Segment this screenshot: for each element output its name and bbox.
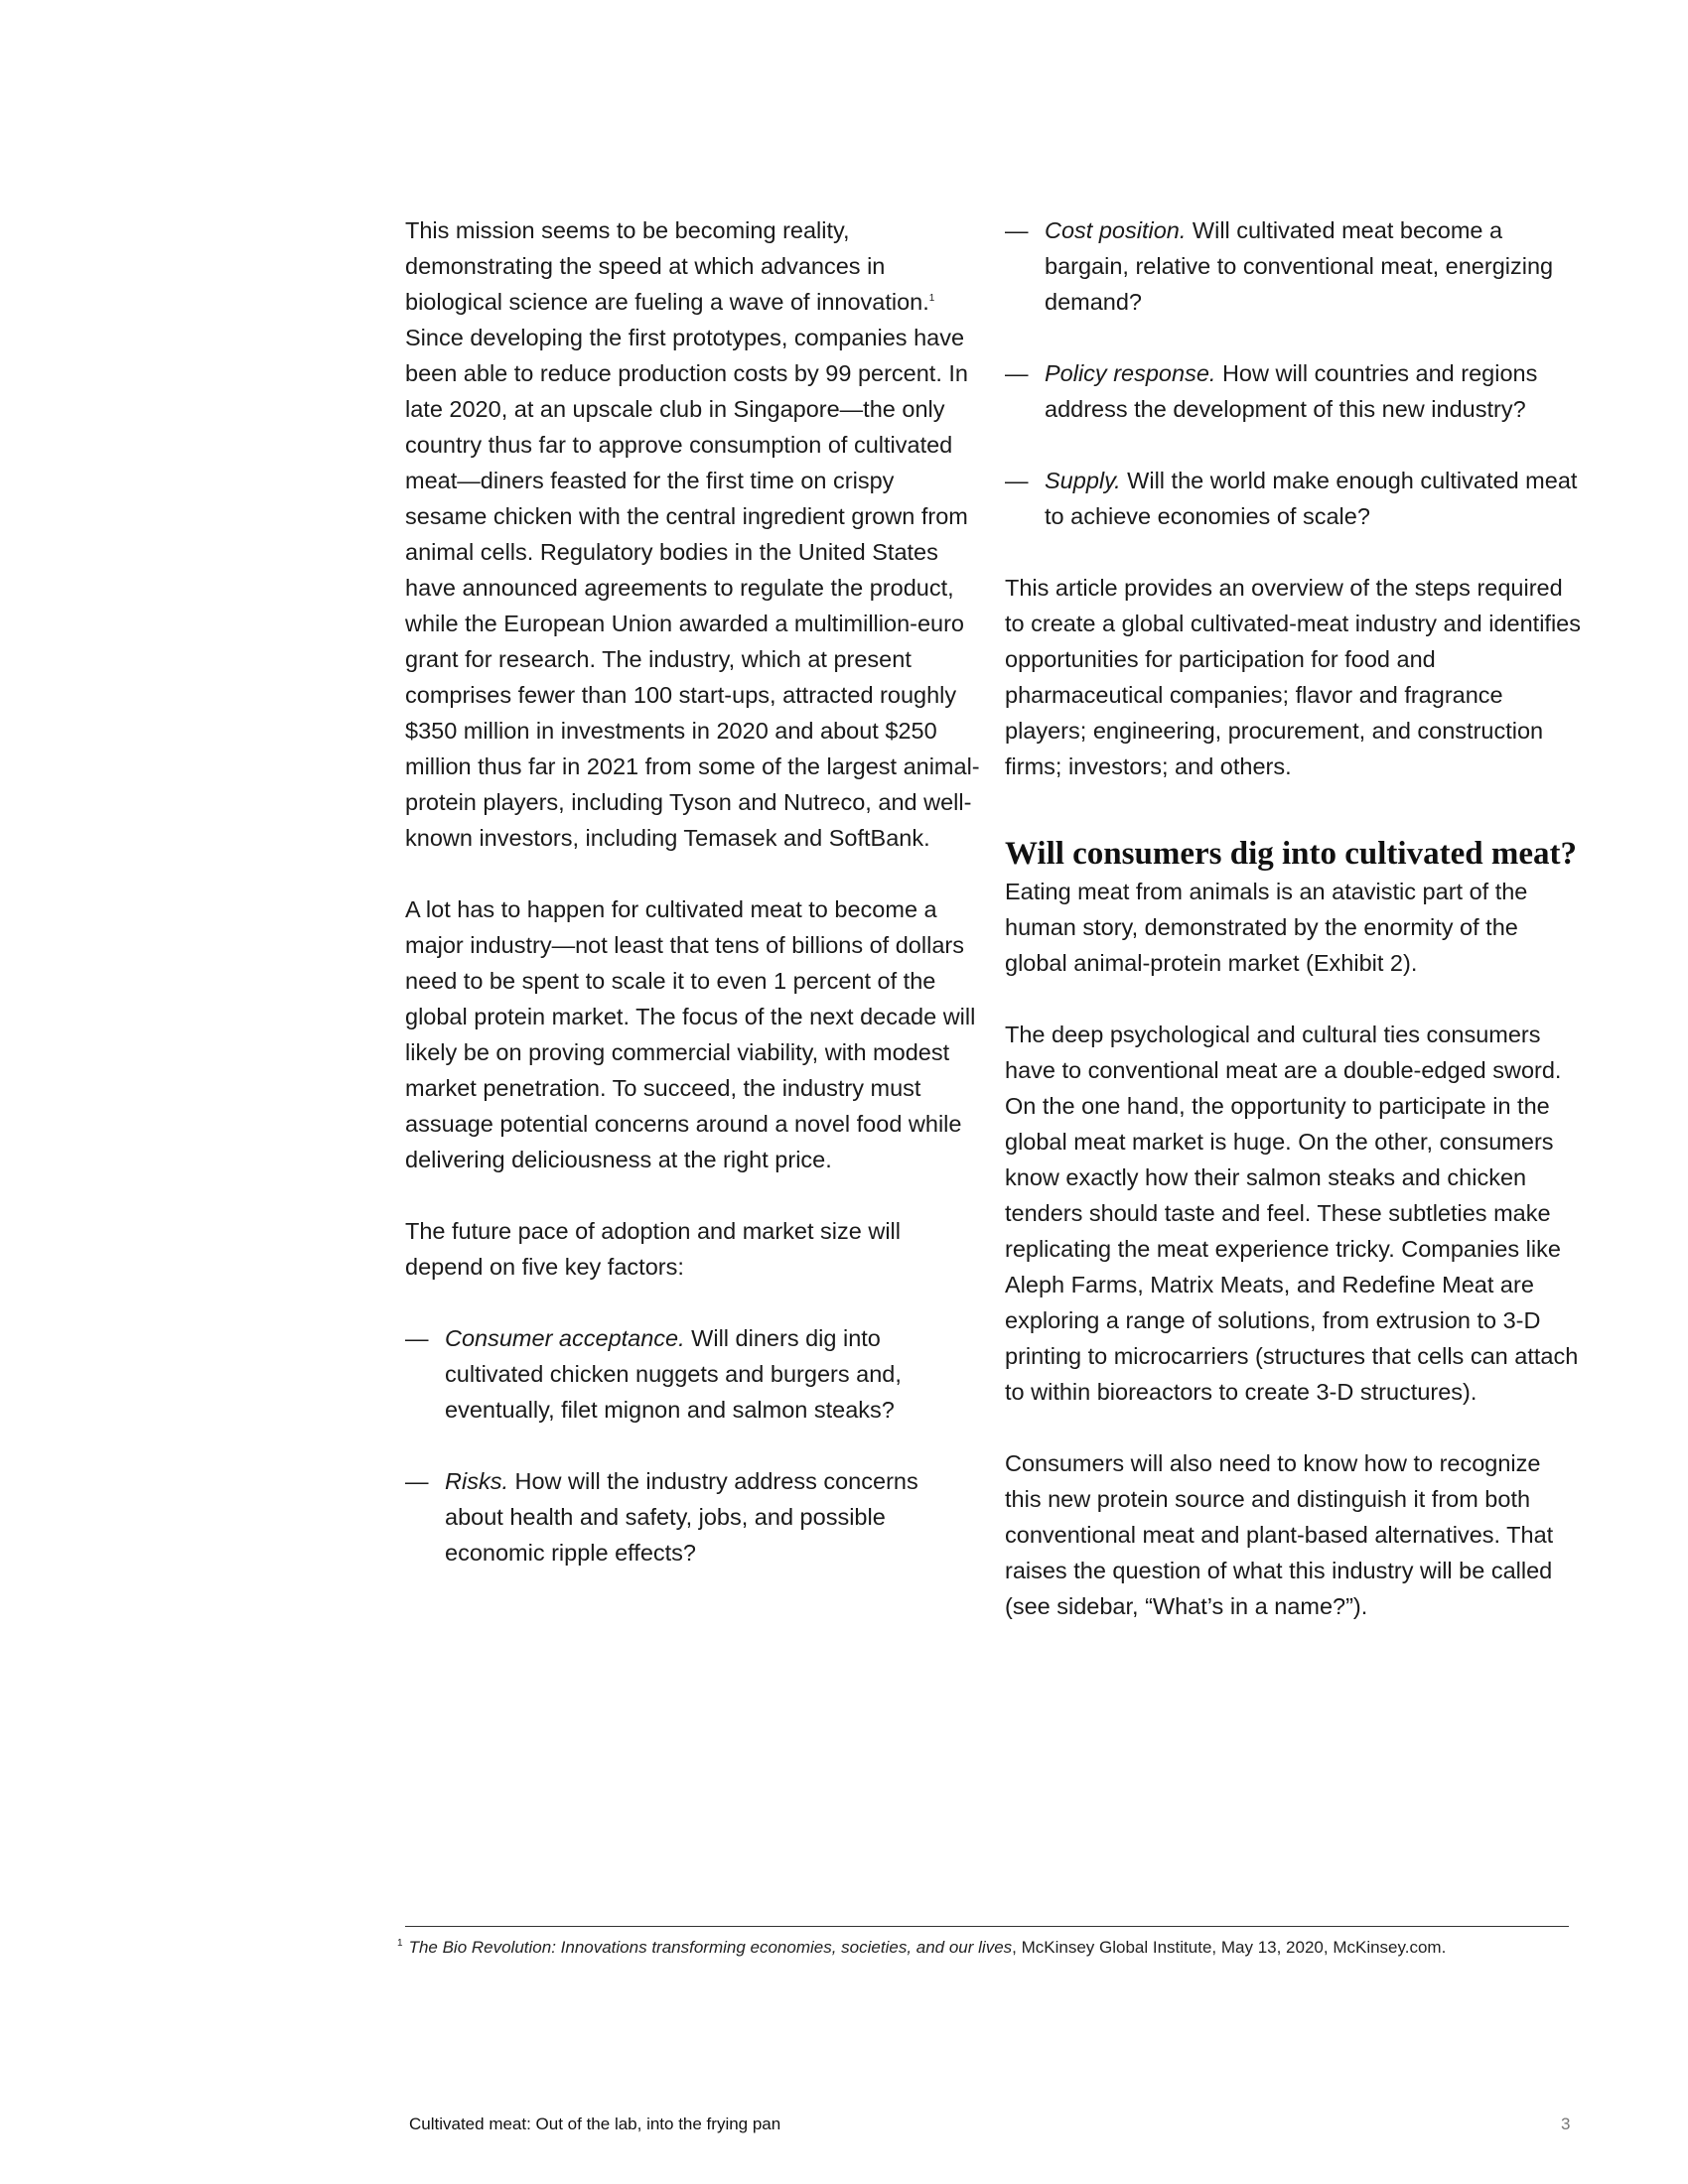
bullet-title: Policy response. bbox=[1045, 360, 1216, 386]
body-paragraph: The future pace of adoption and market size will depend on five key factors: bbox=[405, 1218, 901, 1280]
footnote-reference[interactable]: 1 bbox=[928, 293, 935, 305]
bullet-title: Consumer acceptance. bbox=[445, 1325, 685, 1351]
page-number: 3 bbox=[1561, 2115, 1571, 2133]
dash-marker: — bbox=[1005, 217, 1029, 243]
dash-marker: — bbox=[1005, 468, 1029, 493]
footnote-title: The Bio Revolution: Innovations transforming economies, societies, and our lives bbox=[408, 1938, 1013, 1957]
body-paragraph: Consumers will also need to know how to recognize this new protein source and distinguish it from both conventional meat and plant-based alternatives. That raises the question of what this industry will be called (see sidebar, “What’s in a name?”). bbox=[1005, 1450, 1554, 1619]
dash-marker: — bbox=[1005, 360, 1029, 386]
bullet-text: Will the world make enough cultivated meat to achieve economies of scale? bbox=[1045, 468, 1578, 529]
bullet-text: How will the industry address concerns about health and safety, jobs, and possible economic ripple effects? bbox=[445, 1468, 918, 1566]
body-paragraph: Eating meat from animals is an atavistic part of the human story, demonstrated by the enormity of the global animal-protein market (Exhibit 2). bbox=[1005, 879, 1528, 976]
bullet-title: Risks. bbox=[445, 1468, 508, 1494]
factor-bullet bbox=[405, 1463, 981, 1570]
dash-marker: — bbox=[405, 1468, 429, 1494]
footnote-number: 1 bbox=[397, 1938, 403, 1950]
bullet-text: How will countries and regions address the development of this new industry? bbox=[1045, 360, 1538, 422]
right-column bbox=[1005, 212, 1581, 1660]
left-column bbox=[405, 212, 981, 1606]
factor-bullet bbox=[405, 1320, 981, 1428]
paragraph-text: Since developing the first prototypes, companies have been able to reduce production costs by 99 percent. In late 2020, at an upscale club in Singapore—the only country thus far to approve consumption of cultivated meat—diners feasted for the first time on crispy sesame chicken with the central ingredient grown from animal cells. Regulatory bodies in the United States have announced agreements to regulate the product, while the European Union awarded a multimillion-euro grant for research. The industry, which at present comprises fewer than 100 start-ups, attracted roughly $350 million in investments in 2020 and about $250 million thus far in 2021 from some of the largest animal-protein players, including Tyson and Nutreco, and well-known investors, including Temasek and SoftBank. bbox=[405, 325, 980, 851]
footnote bbox=[397, 1936, 1579, 1960]
bullet-text: Will cultivated meat become a bargain, relative to conventional meat, energizing demand? bbox=[1045, 217, 1554, 315]
factor-bullet bbox=[1005, 355, 1581, 427]
bullet-title: Supply. bbox=[1045, 468, 1121, 493]
body-paragraph: This article provides an overview of the steps required to create a global cultivated-meat industry and identifies opportunities for participation for food and pharmaceutical companies; flavor and fragrance players; engineering, procurement, and construction firms; investors; and others. bbox=[1005, 575, 1581, 779]
body-paragraph: A lot has to happen for cultivated meat to become a major industry—not least that tens of billions of dollars need to be spent to scale it to even 1 percent of the global protein market. The focus of the next decade will likely be on proving commercial viability, with modest market penetration. To succeed, the industry must assuage potential concerns around a novel food while delivering deliciousness at the right price. bbox=[405, 896, 976, 1172]
paragraph-text: This mission seems to be becoming reality, demonstrating the speed at which advances in biological science are fueling a wave of innovation. bbox=[405, 217, 929, 315]
bullet-title: Cost position. bbox=[1045, 217, 1187, 243]
factor-bullet bbox=[1005, 212, 1581, 320]
dash-marker: — bbox=[405, 1325, 429, 1351]
section-heading: Will consumers dig into cultivated meat? bbox=[1005, 836, 1577, 872]
body-paragraph bbox=[405, 212, 981, 856]
bullet-text: Will diners dig into cultivated chicken nuggets and burgers and, eventually, filet mignon and salmon steaks? bbox=[445, 1325, 902, 1423]
body-paragraph: The deep psychological and cultural ties consumers have to conventional meat are a double-edged sword. On the one hand, the opportunity to participate in the global meat market is huge. On the other, consumers know exactly how their salmon steaks and chicken tenders should taste and feel. These subtleties make replicating the meat experience tricky. Companies like Aleph Farms, Matrix Meats, and Redefine Meat are exploring a range of solutions, from extrusion to 3-D printing to microcarriers (structures that cells can attach to within bioreactors to create 3-D structures). bbox=[1005, 1022, 1579, 1405]
footnote-divider bbox=[405, 1926, 1569, 1927]
footer-title: Cultivated meat: Out of the lab, into the frying pan bbox=[409, 2115, 781, 2133]
factor-bullet bbox=[1005, 463, 1581, 534]
footnote-text: , McKinsey Global Institute, May 13, 2020, McKinsey.com. bbox=[1012, 1938, 1447, 1957]
